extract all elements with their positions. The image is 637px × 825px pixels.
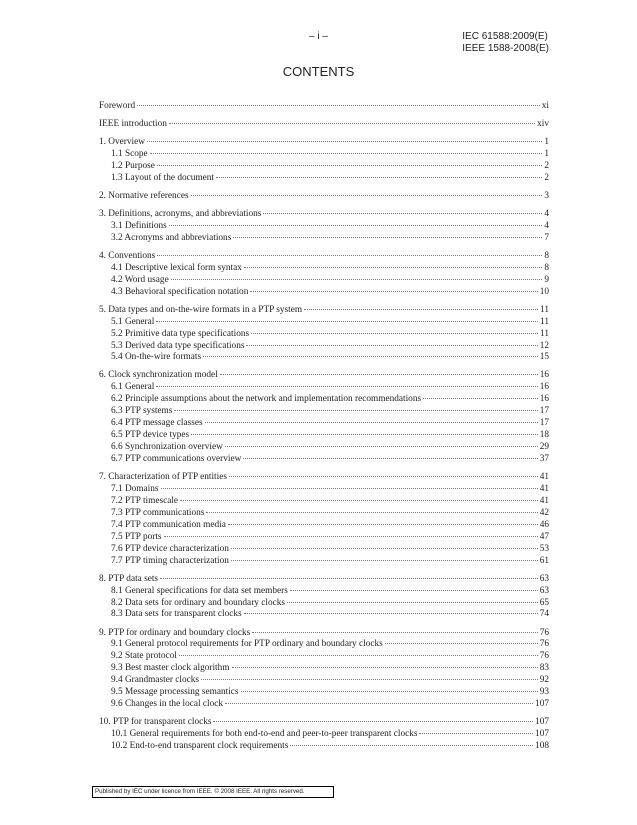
toc-page-number: 63 bbox=[539, 573, 549, 584]
toc-entry-title: 9.4 Grandmaster clocks bbox=[111, 675, 200, 686]
dot-leader bbox=[241, 691, 538, 692]
toc-page-number: 18 bbox=[539, 430, 549, 441]
dot-leader bbox=[250, 291, 537, 292]
toc-entry-title: 8.3 Data sets for transparent clocks bbox=[111, 609, 242, 620]
toc-entry[interactable] bbox=[99, 101, 549, 113]
toc-entry[interactable] bbox=[99, 305, 549, 317]
toc-entry-title: 1. Overview bbox=[99, 137, 145, 148]
toc-page-number: 17 bbox=[539, 406, 549, 417]
dot-leader bbox=[287, 602, 538, 603]
toc-page-number: 107 bbox=[535, 699, 549, 710]
toc-entry-title: 9. PTP for ordinary and boundary clocks bbox=[99, 627, 251, 638]
toc-subentry[interactable] bbox=[99, 149, 549, 161]
toc-subentry[interactable] bbox=[99, 221, 549, 233]
toc-entry-title: 7.2 PTP timescale bbox=[111, 495, 179, 506]
toc-page-number: 41 bbox=[539, 495, 549, 506]
toc-entry-title: 9.6 Changes in the local clock bbox=[111, 699, 224, 710]
toc-page-number: 1 bbox=[544, 137, 549, 148]
toc-entry-title: 7.1 Domains bbox=[111, 484, 159, 494]
toc-entry-title: 9.5 Message processing semantics bbox=[111, 687, 239, 698]
toc-entry-title: 1.1 Scope bbox=[111, 149, 148, 159]
dot-leader bbox=[290, 590, 538, 591]
toc-section-group bbox=[99, 472, 549, 568]
toc-subentry[interactable] bbox=[99, 520, 549, 532]
toc-entry-title: 5.3 Derived data type specifications bbox=[111, 340, 245, 351]
toc-page-number: 63 bbox=[539, 585, 549, 596]
dot-leader bbox=[225, 446, 538, 447]
toc-page-number: 8 bbox=[544, 250, 549, 261]
toc-page-number: 107 bbox=[535, 717, 549, 728]
toc-entry-title: 6.5 PTP device types bbox=[111, 430, 190, 441]
dot-leader bbox=[231, 548, 538, 549]
toc-page-number: 4 bbox=[544, 220, 549, 231]
toc-page-number: 7 bbox=[544, 232, 549, 243]
dot-leader bbox=[233, 237, 542, 238]
toc-page-number: 16 bbox=[539, 394, 549, 405]
toc-entry-title: 6.6 Synchronization overview bbox=[111, 442, 223, 453]
dot-leader bbox=[225, 703, 533, 704]
toc-subentry[interactable] bbox=[99, 394, 549, 406]
dot-leader bbox=[179, 655, 538, 656]
toc-subentry[interactable] bbox=[99, 352, 549, 364]
toc-subentry[interactable] bbox=[99, 233, 549, 245]
toc-subentry[interactable] bbox=[99, 341, 549, 353]
toc-subentry[interactable] bbox=[99, 418, 549, 430]
toc-page-number: 37 bbox=[539, 454, 549, 465]
toc-page-number: 2 bbox=[544, 160, 549, 171]
table-of-contents bbox=[99, 101, 549, 759]
toc-page-number: 41 bbox=[539, 484, 549, 494]
toc-entry[interactable] bbox=[99, 191, 549, 203]
toc-entry-title: 8.1 General specifications for data set members bbox=[111, 585, 288, 596]
toc-subentry[interactable] bbox=[99, 741, 549, 753]
dot-leader bbox=[157, 255, 542, 256]
toc-section-group bbox=[99, 574, 549, 622]
iec-standard-id: IEC 61588:2009(E) bbox=[462, 31, 548, 42]
dot-leader bbox=[205, 422, 538, 423]
toc-page-number: 42 bbox=[539, 507, 549, 518]
toc-section-group bbox=[99, 209, 549, 245]
toc-page-number: 41 bbox=[539, 472, 549, 483]
ieee-standard-id: IEEE 1588-2008(E) bbox=[462, 42, 549, 54]
dot-leader bbox=[232, 667, 538, 668]
copyright-notice: Published by IEC under licence from IEEE. © 2008 IEEE. All rights reserved. bbox=[92, 786, 334, 798]
toc-page-number: 76 bbox=[539, 651, 549, 662]
dot-leader bbox=[164, 536, 538, 537]
toc-section-group bbox=[99, 305, 549, 365]
toc-page-number: 46 bbox=[539, 519, 549, 530]
dot-leader bbox=[290, 745, 533, 746]
toc-entry[interactable] bbox=[99, 137, 549, 149]
dot-leader bbox=[423, 398, 538, 399]
toc-subentry[interactable] bbox=[99, 496, 549, 508]
toc-page-number: 11 bbox=[540, 304, 549, 315]
toc-subentry[interactable] bbox=[99, 442, 549, 454]
toc-entry-title: 3.2 Acronyms and abbreviations bbox=[111, 232, 232, 243]
toc-subentry[interactable] bbox=[99, 173, 549, 185]
toc-subentry[interactable] bbox=[99, 651, 549, 663]
toc-subentry[interactable] bbox=[99, 544, 549, 556]
toc-subentry[interactable] bbox=[99, 729, 549, 741]
dot-leader bbox=[229, 476, 538, 477]
toc-entry[interactable] bbox=[99, 370, 549, 382]
toc-entry-title: 7.4 PTP communication media bbox=[111, 519, 226, 530]
dot-leader bbox=[244, 267, 542, 268]
dot-leader bbox=[171, 279, 543, 280]
toc-subentry[interactable] bbox=[99, 675, 549, 687]
toc-section-group bbox=[99, 717, 549, 753]
toc-page-number: 4 bbox=[544, 208, 549, 219]
toc-page-number: xi bbox=[541, 101, 549, 111]
page-number: – i – bbox=[309, 31, 328, 42]
toc-entry-title: 3.1 Definitions bbox=[111, 220, 167, 231]
toc-entry-title: 1.2 Purpose bbox=[111, 160, 155, 171]
toc-page-number: 74 bbox=[539, 609, 549, 620]
toc-entry[interactable] bbox=[99, 119, 549, 131]
toc-entry[interactable] bbox=[99, 574, 549, 586]
toc-page-number: 11 bbox=[540, 316, 549, 327]
toc-subentry[interactable] bbox=[99, 382, 549, 394]
toc-page-number: 16 bbox=[539, 382, 549, 393]
toc-subentry[interactable] bbox=[99, 699, 549, 711]
toc-entry-title: 6. Clock synchronization model bbox=[99, 370, 218, 381]
toc-entry-title: 4.2 Word usage bbox=[111, 274, 169, 285]
toc-page-number: 1 bbox=[544, 149, 549, 159]
toc-entry-title: IEEE introduction bbox=[99, 119, 167, 130]
dot-leader bbox=[231, 560, 538, 561]
dot-leader bbox=[201, 679, 538, 680]
toc-entry[interactable] bbox=[99, 628, 549, 640]
dot-leader bbox=[180, 500, 538, 501]
toc-page-number: 76 bbox=[539, 639, 549, 650]
toc-page-number: 65 bbox=[539, 597, 549, 608]
toc-page-number: 8 bbox=[544, 262, 549, 273]
dot-leader bbox=[203, 356, 538, 357]
toc-entry-title: 4.1 Descriptive lexical form syntax bbox=[111, 262, 242, 273]
toc-subentry[interactable] bbox=[99, 454, 549, 466]
toc-entry-title: 7.5 PTP ports bbox=[111, 531, 162, 542]
toc-entry-title: 4.3 Behavioral specification notation bbox=[111, 286, 249, 297]
toc-entry-title: 7.3 PTP communications bbox=[111, 507, 205, 518]
dot-leader bbox=[174, 410, 537, 411]
page-title: CONTENTS bbox=[282, 64, 355, 79]
toc-page-number: 29 bbox=[539, 442, 549, 453]
toc-page-number: 93 bbox=[539, 687, 549, 698]
toc-subentry[interactable] bbox=[99, 263, 549, 275]
toc-subentry[interactable] bbox=[99, 598, 549, 610]
dot-leader bbox=[228, 524, 538, 525]
toc-entry-title: 9.1 General protocol requirements for PTP ordinary and boundary clocks bbox=[111, 639, 383, 650]
dot-leader bbox=[385, 643, 538, 644]
toc-page-number: 92 bbox=[539, 675, 549, 686]
toc-subentry[interactable] bbox=[99, 609, 549, 621]
toc-entry-title: 5.4 On-the-wire formats bbox=[111, 352, 202, 363]
toc-section-group bbox=[99, 191, 549, 203]
dot-leader bbox=[137, 105, 540, 106]
toc-entry-title: 5.1 General bbox=[111, 316, 155, 327]
toc-section-group bbox=[99, 137, 549, 185]
dot-leader bbox=[156, 386, 537, 387]
toc-page-number: 17 bbox=[539, 418, 549, 429]
toc-entry-title: 6.1 General bbox=[111, 382, 155, 393]
dot-leader bbox=[206, 512, 537, 513]
toc-subentry[interactable] bbox=[99, 639, 549, 651]
toc-page-number: 108 bbox=[535, 741, 549, 752]
dot-leader bbox=[246, 345, 537, 346]
toc-subentry[interactable] bbox=[99, 161, 549, 173]
toc-page-number: 9 bbox=[544, 274, 549, 285]
toc-section-group bbox=[99, 628, 549, 712]
toc-entry-title: 5.2 Primitive data type specifications bbox=[111, 328, 250, 339]
dot-leader bbox=[169, 123, 535, 124]
toc-entry-title: 10.1 General requirements for both end-to-end and peer-to-peer transparent clocks bbox=[111, 729, 418, 740]
toc-section-group bbox=[99, 119, 549, 131]
toc-page-number: 16 bbox=[539, 370, 549, 381]
toc-entry-title: 8. PTP data sets bbox=[99, 573, 159, 584]
dot-leader bbox=[147, 141, 542, 142]
toc-entry-title: 7. Characterization of PTP entities bbox=[99, 472, 227, 483]
toc-entry-title: 9.3 Best master clock algorithm bbox=[111, 663, 230, 674]
toc-entry[interactable] bbox=[99, 209, 549, 221]
dot-leader bbox=[419, 733, 533, 734]
dot-leader bbox=[251, 333, 538, 334]
toc-section-group bbox=[99, 251, 549, 299]
toc-page-number: 15 bbox=[539, 352, 549, 363]
toc-subentry[interactable] bbox=[99, 329, 549, 341]
toc-subentry[interactable] bbox=[99, 687, 549, 699]
toc-page-number: 76 bbox=[539, 627, 549, 638]
toc-page-number: 10 bbox=[539, 286, 549, 297]
toc-page-number: xiv bbox=[537, 119, 549, 130]
toc-entry-title: 1.3 Layout of the document bbox=[111, 172, 215, 183]
toc-entry-title: 4. Conventions bbox=[99, 250, 156, 261]
toc-entry-title: Foreword bbox=[99, 101, 136, 111]
toc-subentry[interactable] bbox=[99, 406, 549, 418]
dot-leader bbox=[160, 578, 538, 579]
toc-page-number: 83 bbox=[539, 663, 549, 674]
toc-entry[interactable] bbox=[99, 251, 549, 263]
toc-page-number: 53 bbox=[539, 543, 549, 554]
dot-leader bbox=[156, 321, 538, 322]
dot-leader bbox=[216, 177, 542, 178]
dot-leader bbox=[244, 613, 538, 614]
dot-leader bbox=[169, 225, 543, 226]
toc-subentry[interactable] bbox=[99, 287, 549, 299]
toc-entry-title: 6.2 Principle assumptions about the network and implementation recommendations bbox=[111, 394, 422, 405]
toc-entry-title: 9.2 State protocol bbox=[111, 651, 177, 662]
toc-page-number: 107 bbox=[535, 729, 549, 740]
dot-leader bbox=[304, 309, 538, 310]
toc-entry-title: 5. Data types and on-the-wire formats in a PTP system bbox=[99, 304, 303, 315]
dot-leader bbox=[150, 153, 543, 154]
toc-page-number: 11 bbox=[540, 328, 549, 339]
toc-subentry[interactable] bbox=[99, 663, 549, 675]
toc-section-group bbox=[99, 370, 549, 466]
dot-leader bbox=[157, 165, 542, 166]
toc-subentry[interactable] bbox=[99, 484, 549, 496]
toc-entry-title: 7.6 PTP device characterization bbox=[111, 543, 229, 554]
toc-entry[interactable] bbox=[99, 472, 549, 484]
standard-identifiers bbox=[462, 31, 549, 54]
toc-page-number: 12 bbox=[539, 340, 549, 351]
dot-leader bbox=[263, 213, 542, 214]
toc-subentry[interactable] bbox=[99, 430, 549, 442]
dot-leader bbox=[191, 195, 543, 196]
toc-page-number: 3 bbox=[544, 190, 549, 201]
toc-entry-title: 3. Definitions, acronyms, and abbreviations bbox=[99, 208, 262, 219]
toc-entry-title: 8.2 Data sets for ordinary and boundary clocks bbox=[111, 597, 286, 608]
toc-page-number: 2 bbox=[544, 172, 549, 183]
toc-entry[interactable] bbox=[99, 717, 549, 729]
dot-leader bbox=[252, 632, 537, 633]
dot-leader bbox=[213, 721, 533, 722]
dot-leader bbox=[243, 458, 537, 459]
dot-leader bbox=[191, 434, 538, 435]
toc-subentry[interactable] bbox=[99, 508, 549, 520]
toc-entry-title: 10. PTP for transparent clocks bbox=[99, 717, 212, 728]
dot-leader bbox=[161, 488, 538, 489]
toc-subentry[interactable] bbox=[99, 317, 549, 329]
toc-page-number: 61 bbox=[539, 555, 549, 566]
toc-entry-title: 10.2 End-to-end transparent clock requirements bbox=[111, 741, 289, 752]
toc-entry-title: 6.3 PTP systems bbox=[111, 406, 173, 417]
toc-subentry[interactable] bbox=[99, 275, 549, 287]
toc-entry-title: 2. Normative references bbox=[99, 190, 189, 201]
toc-entry-title: 6.7 PTP communications overview bbox=[111, 454, 242, 465]
dot-leader bbox=[220, 374, 538, 375]
toc-subentry[interactable] bbox=[99, 586, 549, 598]
toc-entry-title: 6.4 PTP message classes bbox=[111, 418, 203, 429]
toc-subentry[interactable] bbox=[99, 532, 549, 544]
toc-section-group bbox=[99, 101, 549, 113]
toc-subentry[interactable] bbox=[99, 556, 549, 568]
toc-page-number: 47 bbox=[539, 531, 549, 542]
toc-entry-title: 7.7 PTP timing characterization bbox=[111, 555, 229, 566]
